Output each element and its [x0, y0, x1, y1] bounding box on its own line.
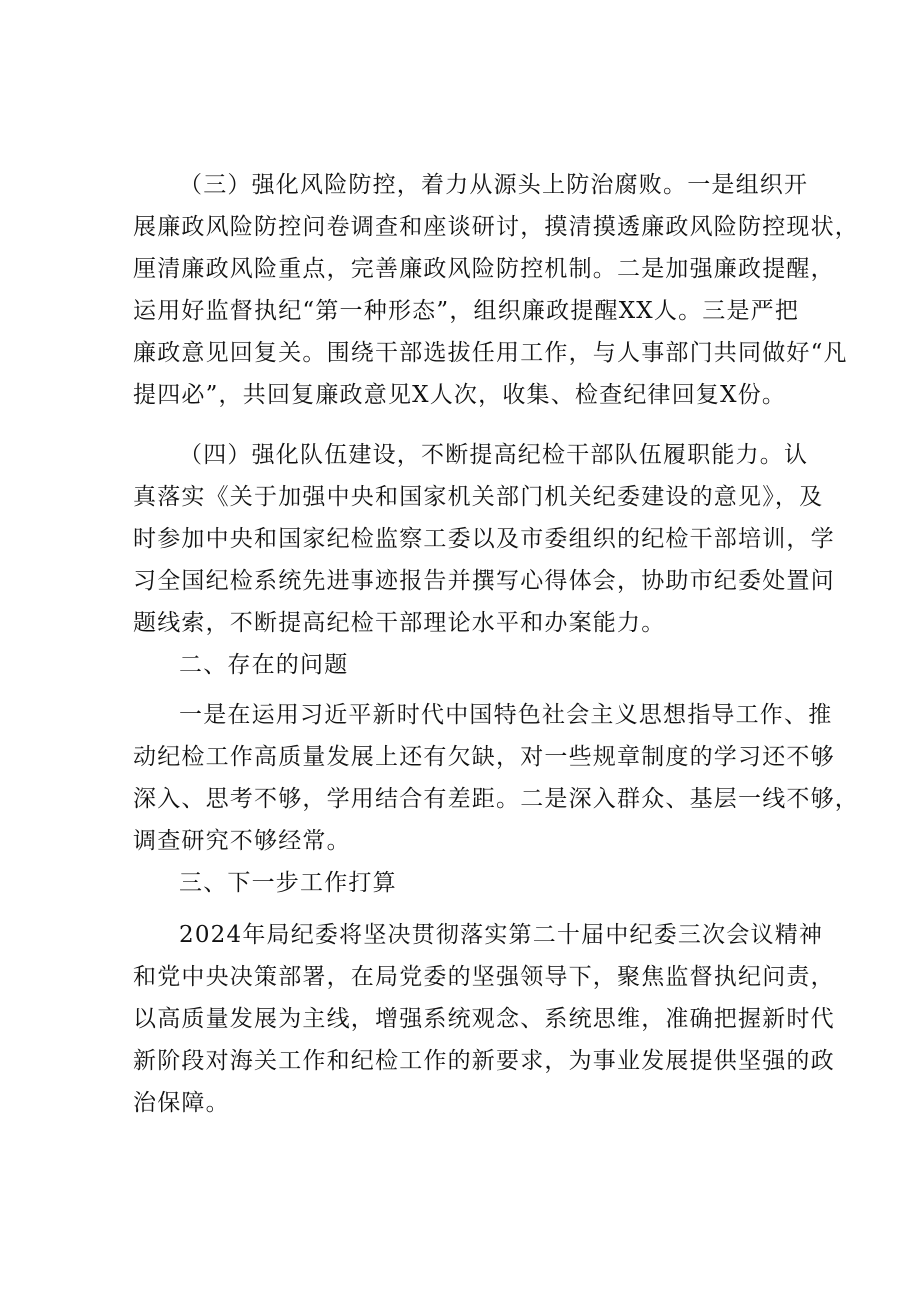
paragraph-team-building [133, 434, 835, 644]
text-line: 2024年局纪委将坚决贯彻落实第二十届中纪委三次会议精神 [179, 922, 824, 948]
text-line: 习全国纪检系统先进事迹报告并撰写心得体会，协助市纪委处置问 [133, 568, 835, 594]
text-line: 动纪检工作高质量发展上还有欠缺，对一些规章制度的学习还不够 [133, 744, 835, 770]
text-line: 新阶段对海关工作和纪检工作的新要求，为事业发展提供坚强的政 [133, 1048, 835, 1074]
text-line: 调查研究不够经常。 [133, 828, 351, 854]
paragraph-problems [133, 694, 859, 862]
text-line: （三）强化风险防控，着力从源头上防治腐败。一是组织开 [179, 172, 809, 198]
section-heading-problems: 二、存在的问题 [179, 652, 349, 678]
text-line: 深入、思考不够，学用结合有差距。二是深入群众、基层一线不够， [133, 786, 859, 812]
text-line: 展廉政风险防控问卷调查和座谈研讨，摸清摸透廉政风险防控现状， [133, 214, 859, 240]
paragraph-risk-control [133, 164, 859, 416]
text-line: 时参加中央和国家纪检监察工委以及市委组织的纪检干部培训，学 [133, 526, 835, 552]
text-line: （四）强化队伍建设，不断提高纪检干部队伍履职能力。认 [179, 442, 809, 468]
text-line: 厘清廉政风险重点，完善廉政风险防控机制。二是加强廉政提醒， [133, 256, 835, 282]
text-line: 一是在运用习近平新时代中国特色社会主义思想指导工作、推 [179, 702, 833, 728]
paragraph-next-steps [133, 914, 835, 1124]
text-line: 运用好监督执纪“第一种形态”，组织廉政提醒XX人。三是严把 [133, 298, 800, 324]
section-heading-next-steps: 三、下一步工作打算 [179, 870, 397, 896]
text-line: 提四必”，共回复廉政意见X人次，收集、检查纪律回复X份。 [133, 382, 787, 408]
text-line: 真落实《关于加强中央和国家机关部门机关纪委建设的意见》，及 [133, 484, 824, 510]
text-line: 治保障。 [133, 1090, 230, 1116]
text-line: 以高质量发展为主线，增强系统观念、系统思维，准确把握新时代 [133, 1006, 835, 1032]
text-line: 题线索，不断提高纪检干部理论水平和办案能力。 [133, 610, 666, 636]
text-line: 廉政意见回复关。围绕干部选拔任用工作，与人事部门共同做好“凡 [133, 340, 848, 366]
text-line: 和党中央决策部署，在局党委的坚强领导下，聚焦监督执纪问责， [133, 964, 835, 990]
